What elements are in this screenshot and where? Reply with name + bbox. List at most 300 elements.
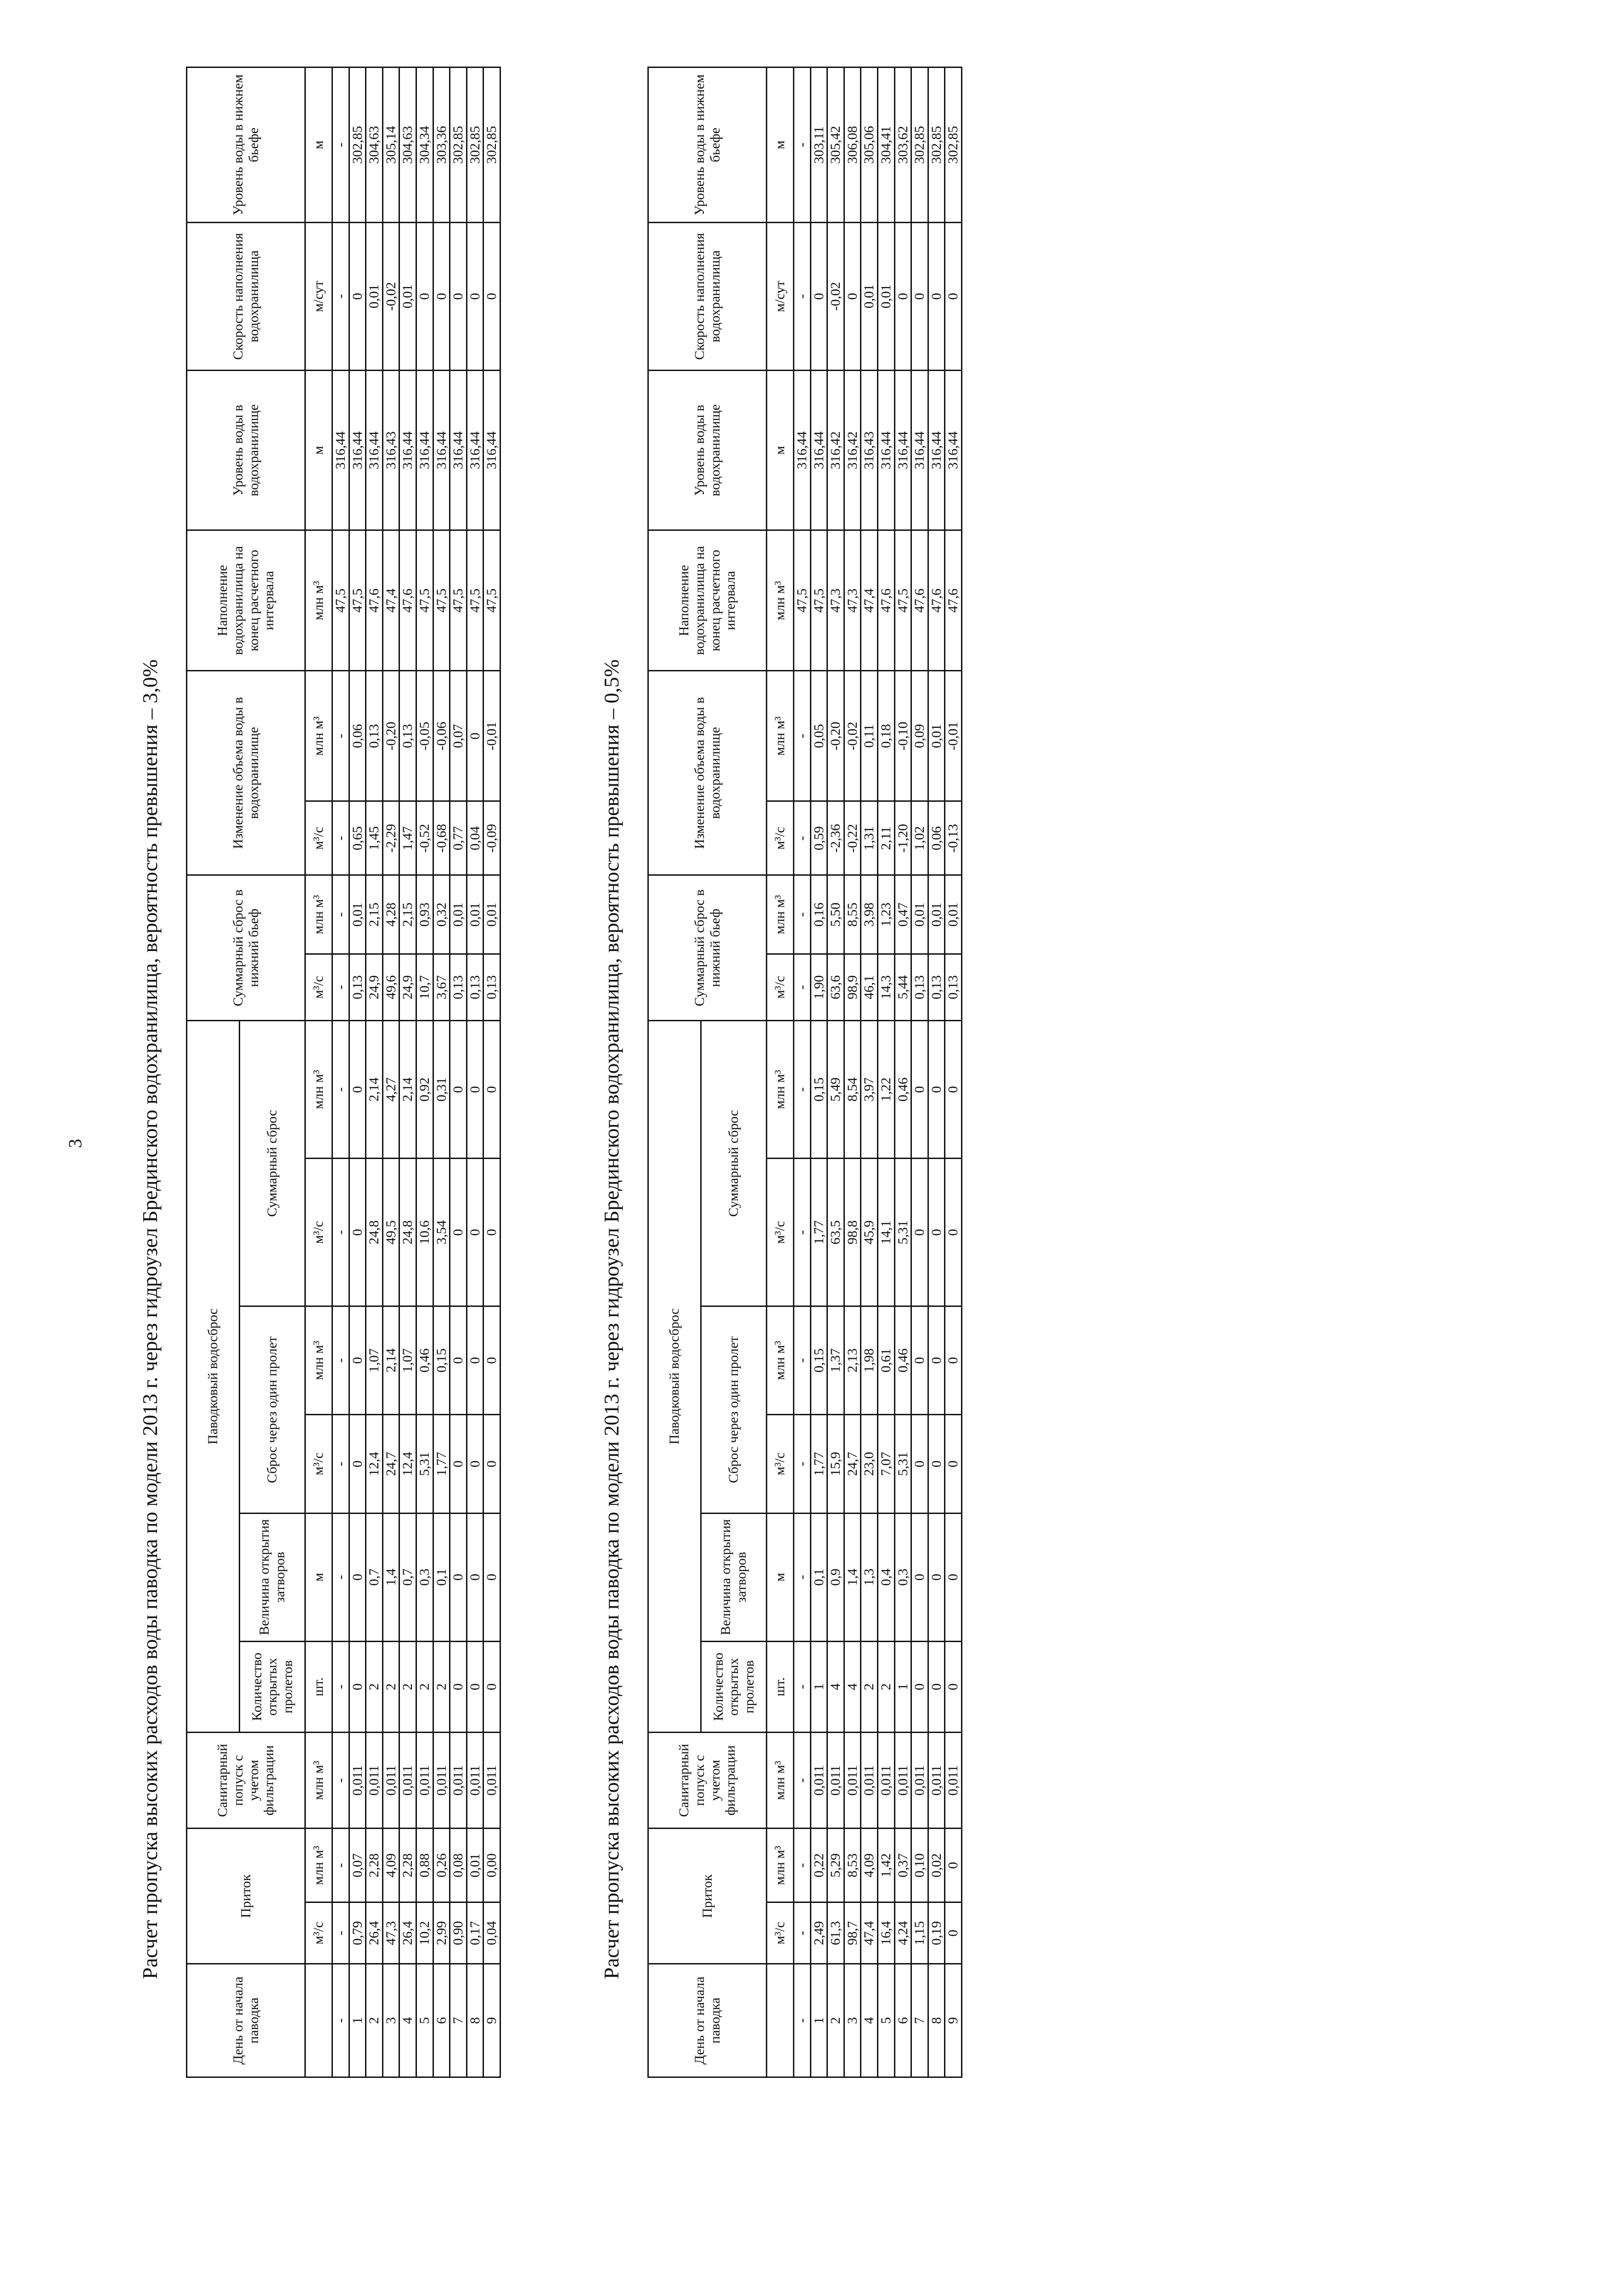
table-cell: 1,90 [810, 954, 827, 1021]
table-cell: 47,5 [416, 530, 433, 671]
table-cell: 0,01 [399, 223, 416, 371]
table-cell: 303,62 [894, 68, 911, 223]
table-cell: 0,01 [466, 875, 483, 954]
table-cell: - [332, 1020, 349, 1158]
table-cell: 0 [810, 223, 827, 371]
table-cell: -0,06 [433, 671, 450, 801]
table-cell: 0 [911, 1513, 928, 1641]
table-row [928, 68, 945, 2077]
table-cell: 0 [911, 1159, 928, 1306]
table-cell: 0,01 [928, 875, 945, 954]
table-cell: 45,9 [861, 1159, 878, 1306]
table-cell: 0,011 [433, 1733, 450, 1829]
table-cell: 2,11 [877, 801, 894, 875]
table-cell: 0,011 [877, 1733, 894, 1829]
table-cell: 302,85 [945, 68, 962, 223]
table-cell: 0,011 [483, 1733, 500, 1829]
table-cell: - [332, 1641, 349, 1732]
table-cell: 316,44 [911, 370, 928, 530]
table-cell: 7,07 [877, 1415, 894, 1514]
unit-cell: млн м³ [767, 671, 794, 801]
table-cell: 2,14 [399, 1020, 416, 1158]
table-row [827, 68, 844, 2077]
table-cell: 1 [810, 1964, 827, 2077]
unit-cell: м/сут [767, 223, 794, 371]
table-cell: 0 [466, 1513, 483, 1641]
table-cell: 8 [928, 1964, 945, 2077]
header-inflow: Приток [187, 1829, 305, 1964]
table-cell: 2,28 [399, 1829, 416, 1902]
table-cell: 0 [945, 1902, 962, 1964]
unit-cell: млн м³ [767, 1829, 794, 1902]
table-cell: 0,011 [810, 1733, 827, 1829]
table-cell: 0,011 [382, 1733, 399, 1829]
table-cell: 0,01 [349, 875, 366, 954]
table-cell: 0,10 [911, 1829, 928, 1902]
table-cell: 0 [911, 1415, 928, 1514]
table-cell: 0 [928, 1513, 945, 1641]
table-cell: 0 [945, 1020, 962, 1158]
table-2-body [794, 68, 962, 2077]
table-cell: 316,44 [416, 370, 433, 530]
table-cell: 9 [483, 1964, 500, 2077]
table-cell: -0,02 [382, 223, 399, 371]
unit-cell [305, 1964, 332, 2077]
table-row [450, 68, 467, 2077]
table-cell: 0,13 [466, 954, 483, 1021]
table-cell: 2,28 [366, 1829, 383, 1902]
flood-table-2 [647, 67, 962, 2078]
unit-cell: м³/с [767, 1159, 794, 1306]
table-cell: 0,37 [894, 1829, 911, 1902]
unit-cell: м³/с [305, 1902, 332, 1964]
table-cell: 0,22 [810, 1829, 827, 1902]
unit-cell: млн м³ [767, 1733, 794, 1829]
table-cell: 1,31 [861, 801, 878, 875]
table-cell: 2,15 [366, 875, 383, 954]
table-cell: -0,05 [416, 671, 433, 801]
table-cell: - [332, 801, 349, 875]
table-cell: 2,15 [399, 875, 416, 954]
table-cell: - [794, 1159, 811, 1306]
header-filling: Наполнение водохранилища на конец расчетного интервала [187, 530, 305, 671]
table-cell: 47,5 [483, 530, 500, 671]
table-cell: 302,85 [466, 68, 483, 223]
unit-cell: м³/с [767, 1902, 794, 1964]
table-cell: 1,77 [433, 1415, 450, 1514]
table-cell: 0 [349, 1641, 366, 1732]
table-row [911, 68, 928, 2077]
table-cell: 0,1 [810, 1513, 827, 1641]
table-cell: 47,4 [382, 530, 399, 671]
table-cell: 1,77 [810, 1415, 827, 1514]
table-cell: - [794, 1829, 811, 1902]
table-cell: 304,34 [416, 68, 433, 223]
table-cell: 4 [399, 1964, 416, 2077]
unit-cell: м³/с [305, 1159, 332, 1306]
table-cell: 0,01 [450, 875, 467, 954]
table-cell: 0,07 [450, 671, 467, 801]
table-cell: 0,13 [928, 954, 945, 1021]
table-row [877, 68, 894, 2077]
table-cell: -0,01 [945, 671, 962, 801]
header-open-spans: Количество открытых пролетов [240, 1641, 305, 1732]
table-cell: 47,5 [433, 530, 450, 671]
table-cell: 26,4 [366, 1902, 383, 1964]
table-cell: - [332, 671, 349, 801]
table-cell: 0,011 [466, 1733, 483, 1829]
header-spillway: Паводковый водосброс [187, 1020, 240, 1732]
table-cell: 1,07 [399, 1306, 416, 1415]
table-cell: 303,11 [810, 68, 827, 223]
table-cell: -0,20 [382, 671, 399, 801]
table-cell: 0,01 [911, 875, 928, 954]
table-cell: 0,011 [366, 1733, 383, 1829]
table-cell: 2 [433, 1641, 450, 1732]
table-cell: -0,09 [483, 801, 500, 875]
unit-cell: м³/с [767, 954, 794, 1021]
table-cell: 1,98 [861, 1306, 878, 1415]
table-cell: 2 [382, 1641, 399, 1732]
table-cell: 316,44 [399, 370, 416, 530]
table-cell: - [794, 68, 811, 223]
table-cell: 16,4 [877, 1902, 894, 1964]
table-cell: 0,011 [911, 1733, 928, 1829]
table-cell: 316,44 [349, 370, 366, 530]
unit-cell: м [305, 370, 332, 530]
table-cell: 1 [894, 1641, 911, 1732]
table-cell: 0,13 [911, 954, 928, 1021]
table-row [861, 68, 878, 2077]
table-cell: 0 [450, 1641, 467, 1732]
table-cell: 46,1 [861, 954, 878, 1021]
table-cell: 5,29 [827, 1829, 844, 1902]
table-cell: 1 [349, 1964, 366, 2077]
table-cell: 0,011 [844, 1733, 861, 1829]
table-cell: - [332, 1513, 349, 1641]
table-cell: - [332, 1829, 349, 1902]
table-cell: - [332, 1902, 349, 1964]
header-total: Суммарный сброс [701, 1020, 767, 1306]
table-cell: - [332, 875, 349, 954]
table-cell: 0,90 [450, 1902, 467, 1964]
table-cell: - [332, 1306, 349, 1415]
table-cell: 0,011 [416, 1733, 433, 1829]
table-row [416, 68, 433, 2077]
table-cell: -0,02 [827, 223, 844, 371]
table-cell: 4 [827, 1641, 844, 1732]
table-cell: 0,4 [877, 1513, 894, 1641]
table-cell: 0,93 [416, 875, 433, 954]
table-cell: - [332, 1415, 349, 1514]
table-cell: 3,98 [861, 875, 878, 954]
table-cell: 2 [399, 1641, 416, 1732]
table-cell: 0,13 [450, 954, 467, 1021]
header-total: Суммарный сброс [240, 1020, 305, 1306]
table-cell: -0,01 [483, 671, 500, 801]
table-cell: 0,011 [349, 1733, 366, 1829]
table-cell: 304,63 [366, 68, 383, 223]
table-cell: 0 [483, 1513, 500, 1641]
table-cell: 0 [894, 223, 911, 371]
table-cell: 2,14 [382, 1306, 399, 1415]
table-cell: 0,47 [894, 875, 911, 954]
table-cell: 0,13 [483, 954, 500, 1021]
table-cell: 0 [466, 1641, 483, 1732]
table-cell: - [794, 801, 811, 875]
table-cell: 8,54 [844, 1020, 861, 1158]
table-cell: 3 [382, 1964, 399, 2077]
table-cell: 0 [945, 1829, 962, 1902]
table-cell: 0 [928, 223, 945, 371]
table-cell: 0,13 [945, 954, 962, 1021]
table-cell: 1,23 [877, 875, 894, 954]
table-cell: 0 [466, 1159, 483, 1306]
table-cell: 0 [844, 223, 861, 371]
table-cell: 304,63 [399, 68, 416, 223]
table-cell: 24,8 [366, 1159, 383, 1306]
table-cell: 0,26 [433, 1829, 450, 1902]
table-cell: 306,08 [844, 68, 861, 223]
table-cell: 0,04 [483, 1902, 500, 1964]
table-cell: 3 [844, 1964, 861, 2077]
table-cell: 0,15 [810, 1020, 827, 1158]
table-cell: 49,6 [382, 954, 399, 1021]
table-cell: -2,29 [382, 801, 399, 875]
table-cell: 316,44 [945, 370, 962, 530]
table-cell: 47,3 [382, 1902, 399, 1964]
table-cell: 63,6 [827, 954, 844, 1021]
table-cell: 47,5 [810, 530, 827, 671]
table-cell: 10,6 [416, 1159, 433, 1306]
table-cell: 0 [483, 1306, 500, 1415]
unit-cell: млн м³ [305, 1020, 332, 1158]
header-volume-change: Изменение объема воды в водохранилище [187, 671, 305, 875]
unit-cell: млн м³ [767, 1306, 794, 1415]
table-cell: 0 [483, 1159, 500, 1306]
table-2-caption: Расчет пропуска высоких расходов воды паводка по модели 2013 г. через гидроузел Брединского водохранилища, вероятность превышения – 0,5% [600, 659, 623, 1979]
header-level-tail: Уровень воды в нижнем бьефе [187, 68, 305, 223]
table-cell: 0,02 [928, 1829, 945, 1902]
table-cell: 302,85 [349, 68, 366, 223]
unit-cell: м [767, 370, 794, 530]
table-cell: 304,41 [877, 68, 894, 223]
table-cell: 2,14 [366, 1020, 383, 1158]
table-cell: 5,31 [894, 1415, 911, 1514]
table-cell: 1,4 [382, 1513, 399, 1641]
table-cell: 1,45 [366, 801, 383, 875]
table-cell: 0,06 [349, 671, 366, 801]
table-cell: - [332, 223, 349, 371]
table-cell: -0,68 [433, 801, 450, 875]
table-cell: 0,011 [827, 1733, 844, 1829]
flood-table-1 [186, 67, 501, 2078]
header-day: День от начала паводка [187, 1964, 305, 2077]
table-cell: 24,7 [382, 1415, 399, 1514]
table-cell: - [794, 1733, 811, 1829]
table-cell: 302,85 [911, 68, 928, 223]
table-cell: 7 [911, 1964, 928, 2077]
table-cell: 23,0 [861, 1415, 878, 1514]
table-cell: 24,7 [844, 1415, 861, 1514]
table-cell: 10,2 [416, 1902, 433, 1964]
table-cell: -1,20 [894, 801, 911, 875]
table-cell: 15,9 [827, 1415, 844, 1514]
table-cell: 6 [894, 1964, 911, 2077]
header-day: День от начала паводка [648, 1964, 767, 2077]
table-cell: 24,9 [399, 954, 416, 1021]
table-cell: 0 [911, 223, 928, 371]
table-cell: 0,11 [861, 671, 878, 801]
unit-cell: м [767, 1513, 794, 1641]
table-cell: 24,9 [366, 954, 383, 1021]
table-cell: 0,01 [877, 223, 894, 371]
unit-cell: м³/с [767, 801, 794, 875]
table-cell: 1,37 [827, 1306, 844, 1415]
table-cell: 0,19 [928, 1902, 945, 1964]
table-cell: 2 [877, 1641, 894, 1732]
table-1-body [332, 68, 500, 2077]
table-cell: 0,88 [416, 1829, 433, 1902]
table-cell: 0 [349, 1415, 366, 1514]
header-sanitary: Санитарный попуск с учетом фильтрации [187, 1733, 305, 1829]
table-cell: 0 [349, 1020, 366, 1158]
table-cell: -0,52 [416, 801, 433, 875]
table-cell: 0 [450, 223, 467, 371]
unit-cell: м³/с [767, 1415, 794, 1514]
unit-cell: м [305, 68, 332, 223]
table-cell: 1,15 [911, 1902, 928, 1964]
table-cell: 0,01 [366, 223, 383, 371]
table-cell: 47,5 [894, 530, 911, 671]
table-cell: 0,17 [466, 1902, 483, 1964]
table-cell: 0 [466, 1415, 483, 1514]
table-cell: 47,5 [450, 530, 467, 671]
table-cell: 0 [928, 1020, 945, 1158]
header-gate-opening: Величина открытия затворов [240, 1513, 305, 1641]
table-cell: 302,85 [450, 68, 467, 223]
table-cell: - [332, 68, 349, 223]
table-row [894, 68, 911, 2077]
header-level-reservoir: Уровень воды в водохранилище [187, 370, 305, 530]
table-cell: 316,44 [332, 370, 349, 530]
table-cell: 0,46 [894, 1020, 911, 1158]
header-one-span: Сброс через один пролет [240, 1306, 305, 1514]
table-cell: 0,01 [483, 875, 500, 954]
table-cell: - [332, 1733, 349, 1829]
table-cell: 2 [861, 1641, 878, 1732]
table-cell: 47,4 [861, 530, 878, 671]
table-cell: 0,9 [827, 1513, 844, 1641]
table-cell: 0,31 [433, 1020, 450, 1158]
table-cell: 4,28 [382, 875, 399, 954]
table-cell: 1,47 [399, 801, 416, 875]
table-cell: 2,99 [433, 1902, 450, 1964]
table-cell: 3,54 [433, 1159, 450, 1306]
table-cell: 0 [928, 1415, 945, 1514]
table-cell: 4 [861, 1964, 878, 2077]
table-row [810, 68, 827, 2077]
table-cell: 305,06 [861, 68, 878, 223]
table-cell: 0,06 [928, 801, 945, 875]
table-cell: - [794, 1306, 811, 1415]
table-row [844, 68, 861, 2077]
table-cell: 12,4 [399, 1415, 416, 1514]
table-cell: 0,01 [466, 1829, 483, 1902]
table-cell: 8,53 [844, 1829, 861, 1902]
table-cell: 0,011 [399, 1733, 416, 1829]
header-filling: Наполнение водохранилища на конец расчетного интервала [648, 530, 767, 671]
table-cell: 0 [433, 223, 450, 371]
table-cell: 0 [945, 1415, 962, 1514]
table-cell: 0,59 [810, 801, 827, 875]
table-cell: 0,77 [450, 801, 467, 875]
table-cell: 316,44 [810, 370, 827, 530]
table-cell: 4,27 [382, 1020, 399, 1158]
unit-cell: млн м³ [305, 530, 332, 671]
table-cell: 303,36 [433, 68, 450, 223]
table-cell: 98,9 [844, 954, 861, 1021]
table-cell: 5 [877, 1964, 894, 2077]
table-cell: 0,46 [894, 1306, 911, 1415]
table-cell: 4 [844, 1641, 861, 1732]
table-cell: 9 [945, 1964, 962, 2077]
table-cell: 0 [483, 1641, 500, 1732]
table-cell: 0,46 [416, 1306, 433, 1415]
table-cell: 8,55 [844, 875, 861, 954]
unit-cell: млн м³ [305, 1306, 332, 1415]
table-cell: 2 [366, 1964, 383, 2077]
table-cell: -0,20 [827, 671, 844, 801]
table-cell: 47,6 [928, 530, 945, 671]
header-total-downstream: Суммарный сброс в нижний бьеф [648, 875, 767, 1020]
table-cell: 316,43 [861, 370, 878, 530]
table-row [794, 68, 811, 2077]
table-cell: -0,02 [844, 671, 861, 801]
table-row [945, 68, 962, 2077]
table-cell: 0 [450, 1159, 467, 1306]
table-cell: 4,09 [382, 1829, 399, 1902]
header-one-span: Сброс через один пролет [701, 1306, 767, 1514]
table-cell: 0,05 [810, 671, 827, 801]
unit-cell: млн м³ [305, 875, 332, 954]
table-cell: 0 [945, 1159, 962, 1306]
table-cell: - [794, 875, 811, 954]
table-1-caption: Расчет пропуска высоких расходов воды паводка по модели 2013 г. через гидроузел Брединского водохранилища, вероятность превышения – 3,0% [138, 659, 162, 1979]
table-row [466, 68, 483, 2077]
table-cell: - [794, 1964, 811, 2077]
table-cell: 0,04 [466, 801, 483, 875]
table-row [382, 68, 399, 2077]
table-cell: - [794, 954, 811, 1021]
table-row [483, 68, 500, 2077]
unit-cell: шт. [305, 1641, 332, 1732]
table-cell: 316,44 [466, 370, 483, 530]
table-cell: 12,4 [366, 1415, 383, 1514]
table-cell: 0 [928, 1306, 945, 1415]
header-level-tail: Уровень воды в нижнем бьефе [648, 68, 767, 223]
table-cell: -2,36 [827, 801, 844, 875]
table-cell: - [794, 223, 811, 371]
table-cell: 0,65 [349, 801, 366, 875]
table-cell: 61,3 [827, 1902, 844, 1964]
table-cell: 0 [466, 671, 483, 801]
table-cell: 47,3 [827, 530, 844, 671]
table-cell: 0 [466, 1020, 483, 1158]
table-cell: 0,01 [861, 223, 878, 371]
table-cell: 47,4 [861, 1902, 878, 1964]
unit-cell: м³/с [305, 954, 332, 1021]
